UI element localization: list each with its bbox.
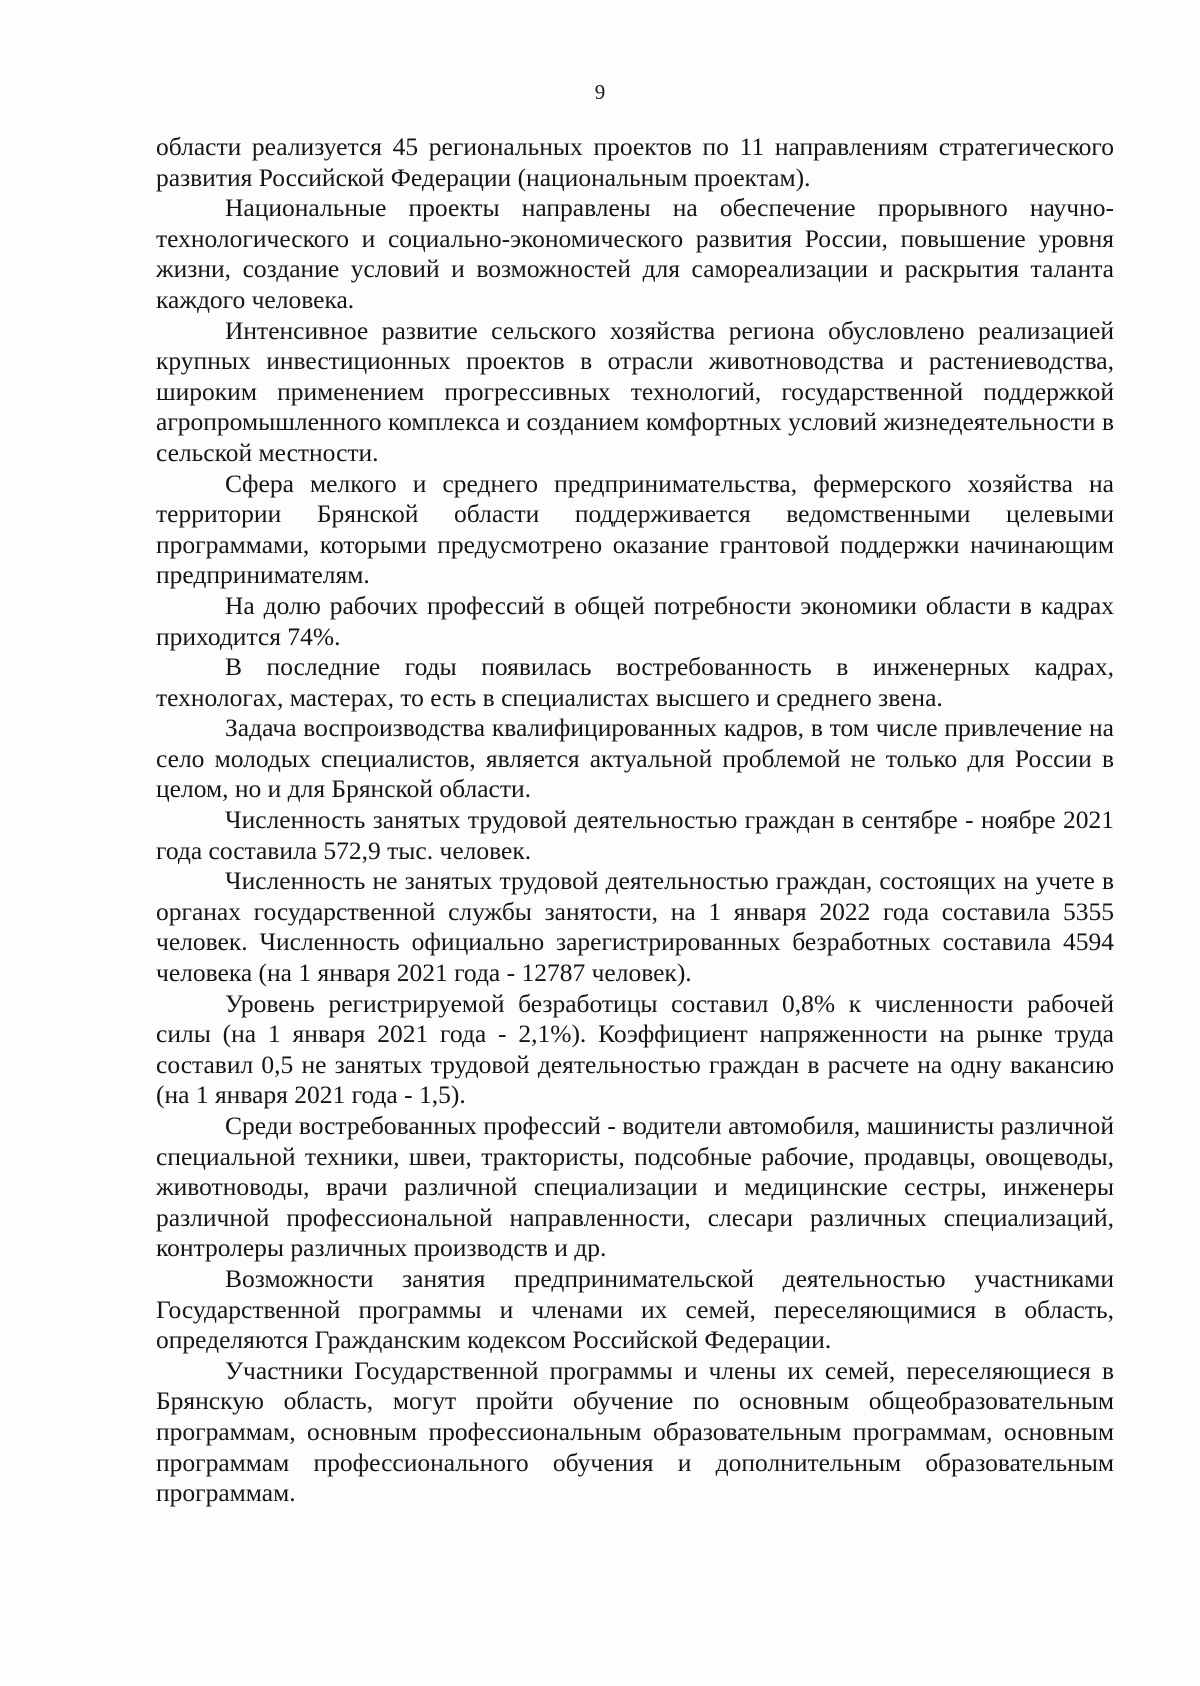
paragraph-5: На долю рабочих профессий в общей потребности экономики области в кадрах приходится 74%. — [156, 590, 1114, 651]
paragraph-7: Задача воспроизводства квалифицированных кадров, в том числе привлечение на село молодых специалистов, является актуальной проблемой не только для России в целом, но и для Брянской области. — [156, 713, 1114, 804]
page-number: 9 — [594, 80, 606, 104]
paragraph-13: Участники Государственной программы и члены их семей, переселяющиеся в Брянскую область, могут пройти обучение по основным общеобразовательным программам, основным профессиональным образовательным программам, основным программам профессионального обучения и дополнительным образовательным программам. — [156, 1355, 1114, 1508]
paragraph-1: области реализуется 45 региональных проектов по 11 направлениям стратегического развития Российской Федерации (национальным проектам). — [156, 132, 1114, 192]
paragraph-6: В последние годы появилась востребованность в инженерных кадрах, технологах, мастерах, то есть в специалистах высшего и среднего звена. — [156, 652, 1114, 712]
paragraph-3: Интенсивное развитие сельского хозяйства региона обусловлено реализацией крупных инвестиционных проектов в отрасли животноводства и растениеводства, широким применением прогрессивных технологий, государственной поддержкой агропромышленного комплекса и созданием комфортных условий жизнедеятельности в сельской местности. — [156, 315, 1114, 467]
paragraph-11: Среди востребованных профессий - водители автомобиля, машинисты различной специальной техники, швеи, трактористы, подсобные рабочие, продавцы, овощеводы, животноводы, врачи различной специализации и медицинские сестры, инженеры различной профессиональной направленности, слесари различных специализаций, контролеры различных производств и др. — [156, 1111, 1114, 1263]
document-body — [156, 132, 1114, 1509]
paragraph-2: Национальные проекты направлены на обеспечение прорывного научно-технологического и социально-экономического развития России, повышение уровня жизни, создание условий и возможностей для самореализации и раскрытия таланта каждого человека. — [156, 193, 1114, 314]
paragraph-4: Сфера мелкого и среднего предпринимательства, фермерского хозяйства на территории Брянской области поддерживается ведомственными целевыми программами, которыми предусмотрено оказание грантовой поддержки начинающим предпринимателям. — [156, 468, 1114, 590]
paragraph-12: Возможности занятия предпринимательской деятельностью участниками Государственной программы и членами их семей, переселяющимися в область, определяются Гражданским кодексом Российской Федерации. — [156, 1263, 1114, 1355]
paragraph-8: Численность занятых трудовой деятельностью граждан в сентябре - ноябре 2021 года составила 572,9 тыс. человек. — [156, 805, 1114, 865]
paragraph-10: Уровень регистрируемой безработицы составил 0,8% к численности рабочей силы (на 1 января 2021 года - 2,1%). Коэффициент напряженности на рынке труда составил 0,5 не занятых трудовой деятельностью граждан в расчете на одну вакансию (на 1 января 2021 года - 1,5). — [156, 988, 1114, 1110]
paragraph-9: Численность не занятых трудовой деятельностью граждан, состоящих на учете в органах государственной службы занятости, на 1 января 2022 года составила 5355 человек. Численность официально зарегистрированных безработных составила 4594 человека (на 1 января 2021 года - 12787 человек). — [156, 866, 1114, 988]
